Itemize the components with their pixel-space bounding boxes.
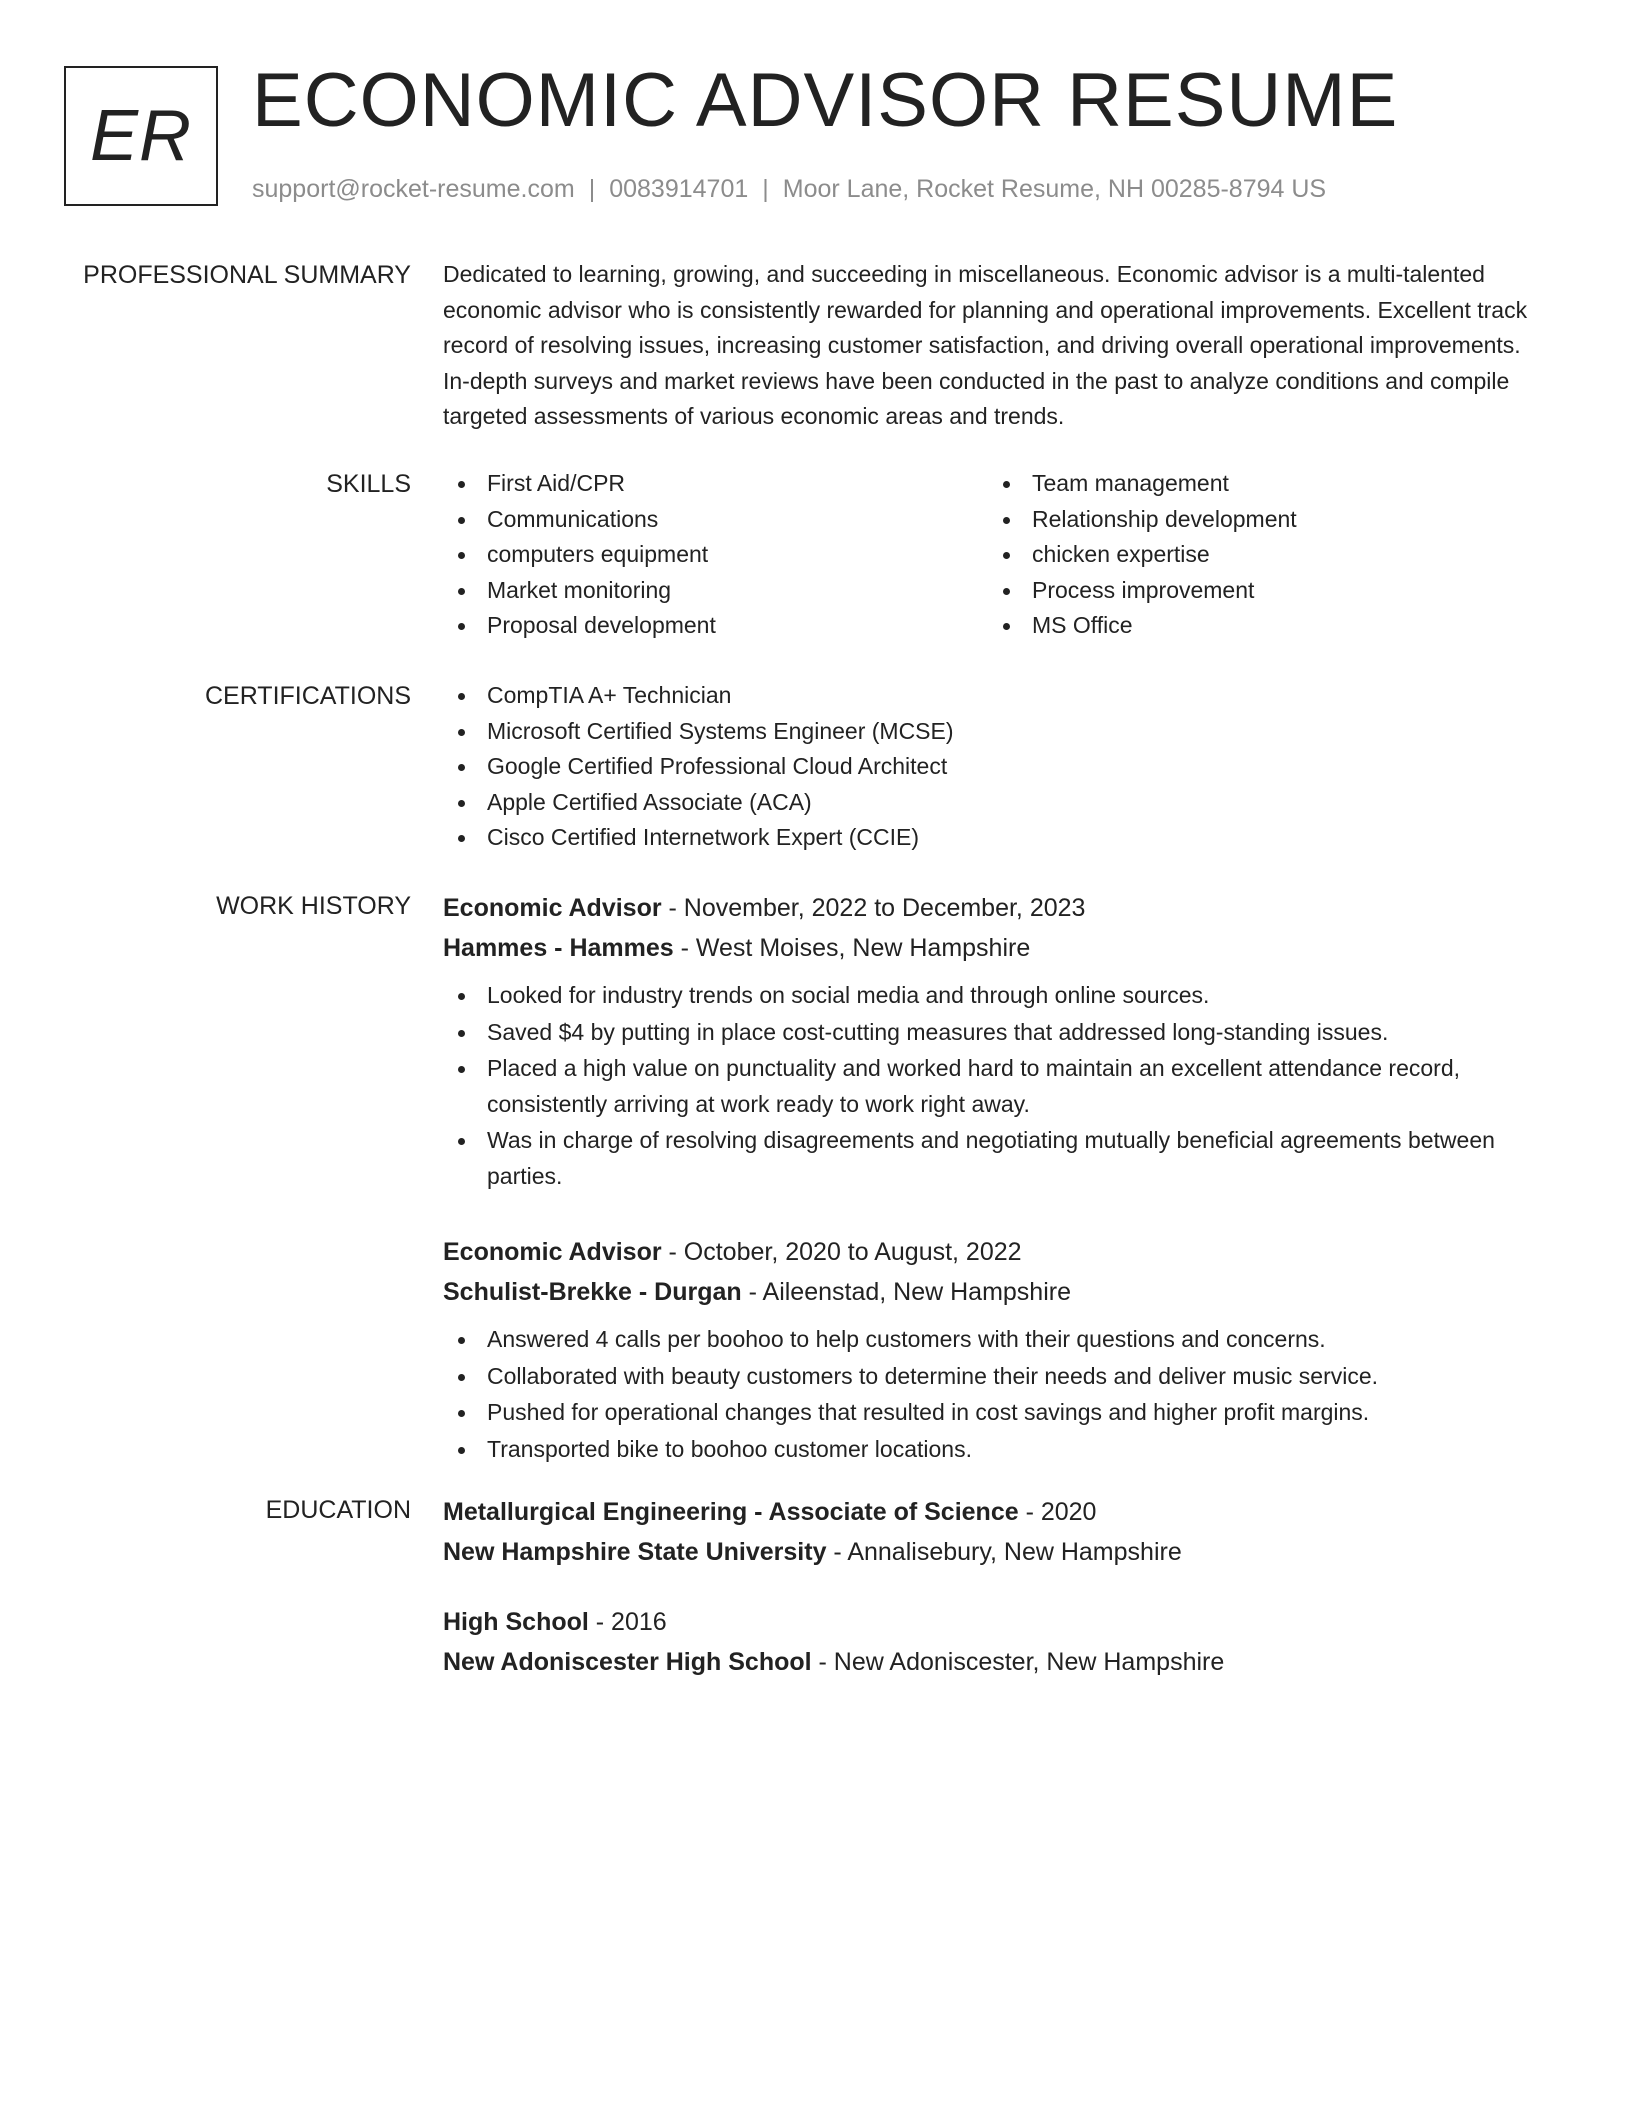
certification-item: Apple Certified Associate (ACA) [443,785,1543,821]
summary-text: Dedicated to learning, growing, and succeeding in miscellaneous. Economic advisor is a multi-talented economic advisor who is consistently rewarded for planning and operational improvements. Excellent track record of resolving issues, increasing customer satisfaction, and driving overall operational improvements. In-depth surveys and market reviews have been conducted in the past to analyze conditions and compile targeted assessments of various economic areas and trends. [443,261,1528,429]
education-degree: Metallurgical Engineering - Associate of Science [443,1498,1019,1526]
job-dates: - October, 2020 to August, 2022 [661,1238,1022,1266]
job-bullets [443,978,1543,1194]
monogram-box [64,66,218,206]
certification-item: Google Certified Professional Cloud Architect [443,749,1543,785]
certification-item: CompTIA A+ Technician [443,678,1543,714]
contact-email: support@rocket-resume.com [252,175,575,203]
education-year: - 2016 [588,1608,667,1636]
certification-item: Cisco Certified Internetwork Expert (CCIE) [443,820,1543,856]
contact-separator: | [762,175,769,203]
skill-item: Proposal development [443,608,988,644]
job-bullet: Looked for industry trends on social media and through online sources. [443,978,1543,1014]
job-company-line [443,928,1543,968]
skill-item: MS Office [988,608,1533,644]
skills-body [443,466,1543,644]
skill-item: computers equipment [443,537,988,573]
skills-column-2 [988,466,1533,644]
education-degree-line [443,1492,1543,1532]
job-location: - West Moises, New Hampshire [673,934,1031,962]
job-bullet: Collaborated with beauty customers to determine their needs and deliver music service. [443,1359,1543,1395]
contact-address: Moor Lane, Rocket Resume, NH 00285-8794 US [782,175,1327,203]
job-bullets [443,1322,1543,1467]
contact-phone: 0083914701 [609,175,749,203]
skills-label: SKILLS [326,470,411,498]
certification-item: Microsoft Certified Systems Engineer (MCSE) [443,714,1543,750]
education-year: - 2020 [1018,1498,1097,1526]
work-history-label: WORK HISTORY [216,892,411,920]
education-entry [443,1492,1543,1572]
education-school-line [443,1532,1543,1572]
job-dates: - November, 2022 to December, 2023 [661,894,1086,922]
education-school: New Hampshire State University [443,1538,827,1566]
summary-label: PROFESSIONAL SUMMARY [83,261,411,289]
education-label: EDUCATION [265,1496,411,1524]
job-title: Economic Advisor [443,1238,662,1266]
job-bullet: Was in charge of resolving disagreements and negotiating mutually beneficial agreements between parties. [443,1123,1543,1194]
skill-item: Process improvement [988,573,1533,609]
job-bullet: Answered 4 calls per boohoo to help customers with their questions and concerns. [443,1322,1543,1358]
contact-line [252,172,1326,206]
skill-item: Communications [443,502,988,538]
contact-separator: | [588,175,596,203]
skill-item: Team management [988,466,1533,502]
certifications-body [443,678,1543,856]
education-school-line [443,1642,1543,1682]
resume-title: ECONOMIC ADVISOR RESUME [252,58,1399,143]
job-bullet: Transported bike to boohoo customer locations. [443,1432,1543,1468]
education-body [443,1492,1543,1720]
education-location: - Annalisebury, New Hampshire [826,1538,1182,1566]
job-title-line [443,888,1543,928]
education-school: New Adoniscester High School [443,1648,812,1676]
job-company-line [443,1272,1543,1312]
skills-column-1 [443,466,988,644]
education-degree-line [443,1602,1543,1642]
skill-item: Relationship development [988,502,1533,538]
job-title: Economic Advisor [443,894,662,922]
skill-item: chicken expertise [988,537,1533,573]
job-company: Schulist-Brekke - Durgan [443,1278,742,1306]
certifications-list [443,678,1543,856]
education-degree: High School [443,1608,589,1636]
job-title-line [443,1232,1543,1272]
job-entry [443,1232,1543,1467]
work-history-body [443,888,1543,1505]
job-company: Hammes - Hammes [443,934,674,962]
education-location: - New Adoniscester, New Hampshire [811,1648,1225,1676]
certifications-label: CERTIFICATIONS [204,682,411,710]
job-bullet: Pushed for operational changes that resulted in cost savings and higher profit margins. [443,1395,1543,1431]
monogram-initials: ER [89,96,193,176]
job-bullet: Placed a high value on punctuality and worked hard to maintain an excellent attendance record, consistently arriving at work ready to work right away. [443,1051,1543,1122]
skill-item: Market monitoring [443,573,988,609]
job-bullet: Saved $4 by putting in place cost-cutting measures that addressed long-standing issues. [443,1015,1543,1051]
job-location: - Aileenstad, New Hampshire [741,1278,1071,1306]
job-entry [443,888,1543,1194]
skill-item: First Aid/CPR [443,466,988,502]
education-entry [443,1602,1543,1682]
